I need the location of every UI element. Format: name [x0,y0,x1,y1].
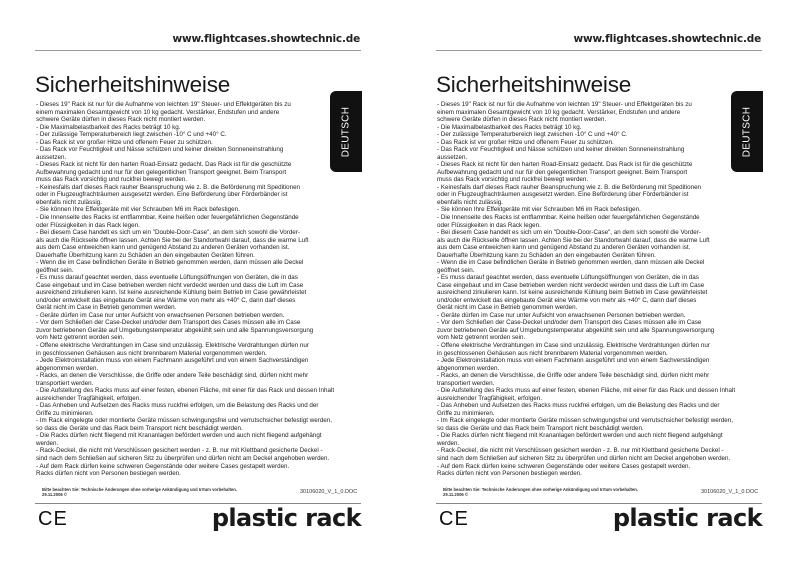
text-line: oder in Flugzeugfrachträumen ausgesetzt werden. Eine Beförderung über Förderbänder ist [36,191,288,199]
text-line: - Die Innenseite des Racks ist entflammbar. Keine heißen oder feuergefährlichen Gegenstände [437,213,700,221]
text-line: - Sie können Ihre Effektgeräte mit vier Schrauben M6 im Rack befestigen. [36,206,240,214]
header-divider [35,50,361,51]
text-line: - Jede Elektroinstallation muss von einem Fachmann ausgeführt und von einem Sachverständigen [437,357,710,365]
text-line: - Keinesfalls darf dieses Rack rauher Beanspruchung wie z. B. die Beförderung mit Speditionen [437,183,702,191]
text-line: zuvor betriebenen Geräte auf Umgebungstemperatur abgekühlt sein und alle Spannungsversorgung [437,326,715,334]
text-line: Case eingebaut und im Case betrieben werden nicht verdeckt werden und dass die Luft im Case [437,281,705,289]
text-line: aus dem Case entweichen kann und genügend Abstand zu anderen Geräten vorhanden ist. [36,244,290,252]
text-line: - Die Aufstellung des Racks muss auf einer festen, ebenen Fläche, mit einer für das Rack und dessen Inhalt [36,387,335,395]
text-line: sind nach dem Schließen auf sicheren Sitz zu überprüfen und dürfen nicht am Deckel angehoben werden. [437,454,731,462]
text-line: - Die Innenseite des Racks ist entflammbar. Keine heißen oder feuergefährlichen Gegenstände [36,213,299,221]
text-line: schwere Geräte dürfen in dieses Rack nicht montiert werden. [36,116,206,124]
document-id: 30106020_V_1_0.DOC [300,489,358,495]
text-line: - Die Racks dürfen nicht fliegend mit Krananlagen befördert werden und auch nicht fliegend aufgehängt [36,432,322,440]
text-line: schwere Geräte dürfen in dieses Rack nicht montiert werden. [437,116,607,124]
header-url: www.flightcases.showtechnic.de [573,33,761,45]
text-line: - Das Rack ist vor großer Hitze und offenem Feuer zu schützen. [36,138,213,146]
text-line: - Im Rack eingelegte oder montierte Geräte müssen schwingungsfrei und verrutschsicher befestigt werden, [36,417,332,425]
text-line: als auch die Rückseite öffnen lassen. Achten Sie bei der Standortwahl darauf, dass die warme Luft [437,236,710,244]
text-line: - Die Maximalbelastbarkeit des Racks beträgt 10 kg. [437,123,582,131]
text-line: - Geräte dürfen im Case nur unter Aufsicht von erwachsenen Personen betrieben werden. [437,311,686,319]
text-line: - Racks, an denen die Verschlüsse, die Griffe oder andere Teile beschädigt sind, dürfen nicht mehr [36,372,309,380]
text-line: - Die Maximalbelastbarkeit des Racks beträgt 10 kg. [36,123,181,131]
text-line: - Im Rack eingelegte oder montierte Geräte müssen schwingungsfrei und verrutschsicher befestigt werden, [437,417,733,425]
text-line: und/oder entwickelt das eingebaute Gerät eine Wärme von mehr als +40° C, dann darf dieses [36,296,296,304]
text-line: - Bei diesem Case handelt es sich um ein "Double-Door-Case", an dem sich sowohl die Vorder- [437,229,701,237]
text-line: transportiert werden. [36,379,94,387]
text-line: - Es muss darauf geachtet werden, dass eventuelle Lüftungsöffnungen von Geräten, die in das [36,274,298,282]
text-line: abgenommen werden. [437,364,500,372]
text-line: einem maximalen Gesamtgewicht von 10 kg gedacht. Verstärker, Endstufen und andere [437,108,681,116]
text-line: in geschlossenen Gehäusen aus nicht brennbarem Material vorgenommen werden. [437,349,668,357]
text-line: - Die Aufstellung des Racks muss auf einer festen, ebenen Fläche, mit einer für das Rack und dessen Inhalt [437,387,736,395]
text-line: - Vor dem Schließen der Case-Deckel und/oder dem Transport des Cases müssen alle im Case [36,319,301,327]
footer-note [42,487,237,497]
text-line: aus dem Case entweichen kann und genügend Abstand zu anderen Geräten vorhanden ist. [437,244,691,252]
text-line: zuvor betriebenen Geräte auf Umgebungstemperatur abgekühlt sein und alle Spannungsversorgung [36,326,314,334]
text-line: - Vor dem Schließen der Case-Deckel und/oder dem Transport des Cases müssen alle im Case [437,319,702,327]
language-tab [330,91,362,172]
text-line: aussetzen. [437,153,468,161]
text-line: - Das Anheben und Aufsetzen des Racks muss ruckfrei erfolgen, um die Belastung des Racks und der [36,402,319,410]
text-line: geöffnet sein. [437,266,475,274]
text-line: Griffe zu minimieren. [36,409,94,417]
brand-logo: plastic rack [612,504,762,532]
text-line: sind nach dem Schließen auf sicheren Sitz zu überprüfen und dürfen nicht am Deckel angehoben werden. [36,454,330,462]
page-title: Sicherheitshinweise [436,72,632,97]
ce-mark-logo: CE [439,508,469,530]
text-line: aussetzen. [36,153,67,161]
brand-logo: plastic rack [211,504,361,532]
text-line: ausreichend zirkulieren kann. Ist keine ausreichende Kühlung beim Betrieb im Case gewährleistet [437,289,708,297]
safety-instructions-text [36,101,334,478]
text-line: ebenfalls nicht zulässig. [437,198,504,206]
footer-date: 29.11.2006 © [443,492,468,497]
text-line: - Geräte dürfen im Case nur unter Aufsicht von erwachsenen Personen betrieben werden. [36,311,285,319]
header-url: www.flightcases.showtechnic.de [172,33,360,45]
text-line: ausreichender Tragfähigkeit, erfolgen. [437,394,542,402]
text-line: und/oder entwickelt das eingebaute Gerät eine Wärme von mehr als +40° C, dann darf dieses [437,296,697,304]
text-line: - Bei diesem Case handelt es sich um ein "Double-Door-Case", an dem sich sowohl die Vorder- [36,229,300,237]
text-line: Gerät nicht im Case in Betrieb genommen werden. [437,304,578,312]
text-line: werden. [36,439,59,447]
text-line: vom Netz getrennt worden sein. [437,334,526,342]
language-tab-label: DEUTSCH [741,106,753,157]
language-tab-label: DEUTSCH [340,106,352,157]
text-line: - Das Rack ist vor großer Hitze und offenem Feuer zu schützen. [437,138,614,146]
text-line: - Offene elektrische Verdrahtungen im Case sind unzulässig. Elektrische Verdrahtungen dürfen nur [437,342,710,349]
text-line: - Dieses 19" Rack ist nur für die Aufnahme von leichten 19" Steuer- und Effektgeräten bis zu [437,101,692,108]
text-line: einem maximalen Gesamtgewicht von 10 kg gedacht. Verstärker, Endstufen und andere [36,108,280,116]
text-line: Gerät nicht im Case in Betrieb genommen werden. [36,304,177,312]
footer-note [443,487,638,497]
text-line: - Jede Elektroinstallation muss von einem Fachmann ausgeführt und von einem Sachverständigen [36,357,309,365]
text-line: muss das Rack vorsichtig und ruckfrei bewegt werden. [437,176,589,184]
text-line: muss das Rack vorsichtig und ruckfrei bewegt werden. [36,176,188,184]
footer-disclaimer: Bitte beachten Sie: Technische Änderungen ohne vorherige Ankündigung und Irrtum vorbehalten. [42,487,237,492]
text-line: ausreichend zirkulieren kann. Ist keine ausreichende Kühlung beim Betrieb im Case gewährleistet [36,289,307,297]
text-line: in geschlossenen Gehäusen aus nicht brennbarem Material vorgenommen werden. [36,349,267,357]
text-line: transportiert werden. [437,379,495,387]
text-line: ebenfalls nicht zulässig. [36,198,103,206]
text-line: - Das Rack vor Feuchtigkeit und Nässe schützen und keiner direkten Sonneneinstrahlung [36,146,284,154]
text-line: - Offene elektrische Verdrahtungen im Case sind unzulässig. Elektrische Verdrahtungen dürfen nur [36,342,309,349]
text-line: - Es muss darauf geachtet werden, dass eventuelle Lüftungsöffnungen von Geräten, die in das [437,274,699,282]
text-line: - Dieses Rack ist nicht für den harten Road-Einsatz gedacht. Das Rack ist für die geschützte [36,161,292,169]
text-line: Racks dürfen nicht von Personen bestiegen werden. [437,470,582,478]
text-line: Racks dürfen nicht von Personen bestiegen werden. [36,470,181,478]
text-line: oder Flüssigkeiten in das Rack legen. [36,221,140,229]
text-line: - Rack-Deckel, die nicht mit Verschlüssen gesichert werden - z. B. nur mit Klettband gesicherte Deckel - [36,447,323,455]
document-page-right [401,0,802,567]
text-line: Aufbewahrung gedacht und nur für den gelegentlichen Transport geeignet. Beim Transport [437,168,688,176]
document-id: 30106020_V_1_0.DOC [701,489,759,495]
text-line: - Dieses Rack ist nicht für den harten Road-Einsatz gedacht. Das Rack ist für die geschützte [437,161,693,169]
text-line: - Wenn die im Case befindlichen Geräte in Betrieb genommen werden, dann müssen alle Deckel [437,259,705,267]
text-line: Dauerhafte Überhitzung kann zu Schäden an den eingebauten Geräten führen. [36,251,255,259]
text-line: Dauerhafte Überhitzung kann zu Schäden an den eingebauten Geräten führen. [437,251,656,259]
text-line: geöffnet sein. [36,266,74,274]
ce-mark-logo: CE [38,508,68,530]
text-line: - Sie können Ihre Effektgeräte mit vier Schrauben M6 im Rack befestigen. [437,206,641,214]
text-line: - Keinesfalls darf dieses Rack rauher Beanspruchung wie z. B. die Beförderung mit Speditionen [36,183,301,191]
text-line: - Das Rack vor Feuchtigkeit und Nässe schützen und keiner direkten Sonneneinstrahlung [437,146,685,154]
safety-instructions-text [437,101,735,478]
text-line: Griffe zu minimieren. [437,409,495,417]
header-divider [436,50,762,51]
text-line: so dass die Geräte und das Rack beim Transport nicht beschädigt werden. [437,424,644,432]
text-line: - Der zulässige Temperaturbereich liegt zwischen -10° C und +40° C. [437,131,628,139]
text-line: - Racks, an denen die Verschlüsse, die Griffe oder andere Teile beschädigt sind, dürfen nicht mehr [437,372,710,380]
text-line: Aufbewahrung gedacht und nur für den gelegentlichen Transport geeignet. Beim Transport [36,168,287,176]
text-line: - Auf dem Rack dürfen keine schweren Gegenstände oder weitere Cases gestapelt werden. [36,462,290,470]
text-line: - Auf dem Rack dürfen keine schweren Gegenstände oder weitere Cases gestapelt werden. [437,462,691,470]
footer-date: 29.11.2006 © [42,492,67,497]
text-line: vom Netz getrennt worden sein. [36,334,125,342]
page-title: Sicherheitshinweise [35,72,231,97]
text-line: - Der zulässige Temperaturbereich liegt zwischen -10° C und +40° C. [36,131,227,139]
text-line: werden. [437,439,460,447]
text-line: ausreichender Tragfähigkeit, erfolgen. [36,394,141,402]
text-line: oder in Flugzeugfrachträumen ausgesetzt werden. Eine Beförderung über Förderbänder ist [437,191,689,199]
text-line: - Rack-Deckel, die nicht mit Verschlüssen gesichert werden - z. B. nur mit Klettband gesicherte Deckel - [437,447,724,455]
text-line: als auch die Rückseite öffnen lassen. Achten Sie bei der Standortwahl darauf, dass die warme Luft [36,236,309,244]
footer-disclaimer: Bitte beachten Sie: Technische Änderungen ohne vorherige Ankündigung und Irrtum vorbehalten. [443,487,638,492]
text-line: Case eingebaut und im Case betrieben werden nicht verdeckt werden und dass die Luft im Case [36,281,304,289]
text-line: - Das Anheben und Aufsetzen des Racks muss ruckfrei erfolgen, um die Belastung des Racks und der [437,402,720,410]
text-line: abgenommen werden. [36,364,99,372]
text-line: oder Flüssigkeiten in das Rack legen. [437,221,541,229]
language-tab [731,91,763,172]
text-line: so dass die Geräte und das Rack beim Transport nicht beschädigt werden. [36,424,243,432]
text-line: - Wenn die im Case befindlichen Geräte in Betrieb genommen werden, dann müssen alle Deckel [36,259,304,267]
text-line: - Dieses 19" Rack ist nur für die Aufnahme von leichten 19" Steuer- und Effektgeräten bis zu [36,101,291,108]
text-line: - Die Racks dürfen nicht fliegend mit Krananlagen befördert werden und auch nicht fliegend aufgehängt [437,432,723,440]
